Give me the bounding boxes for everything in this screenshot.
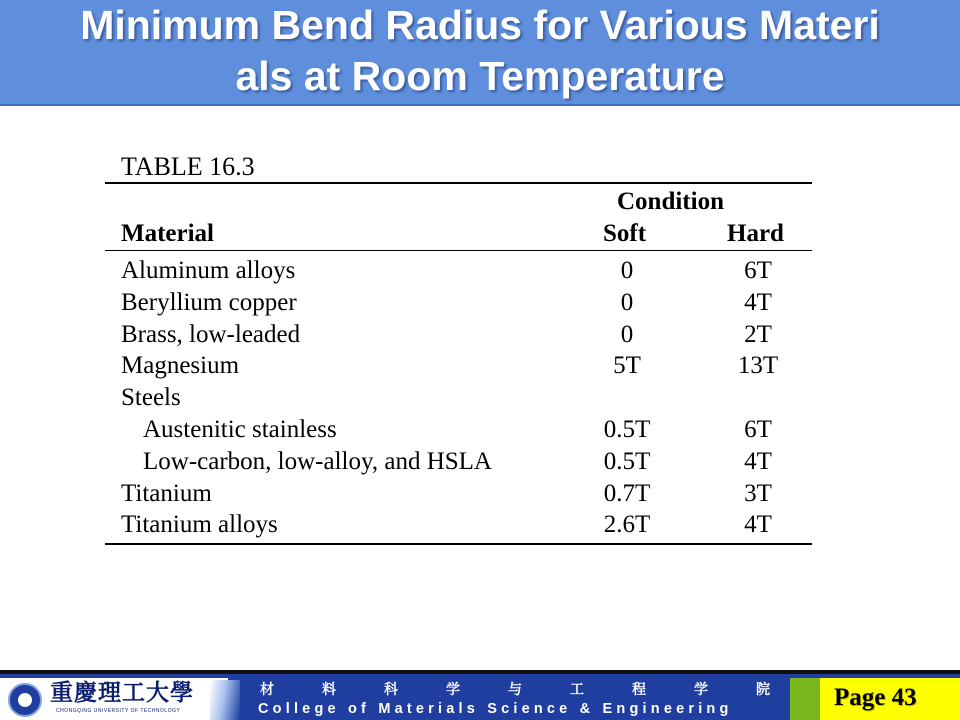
material-cell: Titanium (121, 479, 212, 507)
table-row (105, 381, 812, 413)
slide-title (0, 0, 960, 102)
university-emblem-icon (8, 683, 42, 717)
soft-cell: 0 (620, 288, 634, 316)
column-header-soft: Soft (603, 220, 647, 247)
soft-cell: 2.6T (603, 511, 651, 539)
column-header-hard: Hard (727, 220, 784, 247)
table-row (105, 445, 812, 477)
college-cn-char: 科 (384, 682, 398, 698)
table-bottom-rule (105, 543, 812, 545)
college-cn-char: 材 (260, 682, 274, 698)
college-cn-char: 学 (694, 682, 708, 698)
soft-cell: 0.7T (603, 479, 651, 507)
hard-cell: 4T (744, 288, 772, 316)
material-cell: Brass, low-leaded (121, 320, 301, 348)
bend-radius-table (105, 152, 812, 545)
soft-cell: 0.5T (603, 415, 651, 443)
condition-group-header: Condition (617, 188, 724, 215)
college-cn-char: 与 (508, 682, 522, 698)
table-row (105, 318, 812, 350)
material-cell: Steels (121, 384, 181, 412)
material-cell: Austenitic stainless (143, 415, 337, 443)
material-cell: Titanium alloys (121, 511, 278, 539)
material-cell: Aluminum alloys (121, 257, 296, 284)
soft-cell: 5T (613, 352, 641, 380)
material-cell: Magnesium (121, 352, 240, 380)
table-row (105, 508, 812, 540)
page-number: Page 43 (834, 684, 917, 711)
university-name-en: CHONGQING UNIVERSITY OF TECHNOLOGY (56, 708, 181, 714)
footer-accent-block (790, 678, 820, 720)
college-cn-char: 工 (570, 682, 584, 698)
slide-title-line-2: als at Room Temperature (235, 53, 725, 99)
university-name-cn: 重慶理工大學 (50, 679, 194, 706)
soft-cell: 0.5T (603, 447, 651, 475)
hard-cell: 13T (737, 352, 779, 380)
hard-cell: 6T (744, 257, 772, 284)
college-name-en: College of Materials Science & Engineering (258, 701, 733, 717)
table-row (105, 286, 812, 318)
table-row (105, 349, 812, 381)
hard-cell: 4T (744, 511, 772, 539)
hard-cell: 3T (744, 479, 772, 507)
material-cell: Low-carbon, low-alloy, and HSLA (143, 447, 492, 475)
hard-cell: 6T (744, 415, 772, 443)
college-name-cn (250, 679, 780, 699)
soft-cell: 0 (620, 257, 634, 284)
soft-cell: 0 (620, 320, 634, 348)
material-cell: Beryllium copper (121, 288, 297, 316)
table-row (105, 413, 812, 445)
table-caption: TABLE 16.3 (121, 152, 255, 181)
column-header-material: Material (121, 220, 215, 247)
table-header (105, 184, 812, 250)
college-cn-char: 院 (756, 682, 770, 698)
table-body (105, 251, 812, 543)
hard-cell: 2T (744, 320, 772, 348)
college-cn-char: 学 (446, 682, 460, 698)
footer-swoosh (210, 680, 240, 720)
hard-cell: 4T (744, 447, 772, 475)
college-cn-char: 程 (632, 682, 646, 698)
table-row (105, 477, 812, 509)
college-cn-char: 料 (322, 682, 336, 698)
table-row (105, 254, 812, 286)
slide-title-line-1: Minimum Bend Radius for Various Materi (80, 2, 880, 48)
